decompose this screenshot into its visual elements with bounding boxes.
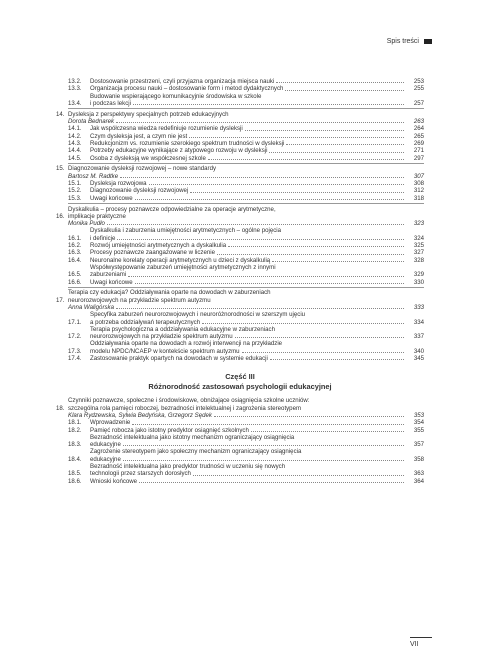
table-of-contents — [56, 78, 424, 485]
dot-leader — [202, 323, 404, 324]
page-ref: 325 — [413, 242, 424, 250]
dot-leader — [242, 352, 404, 353]
toc-entry[interactable] — [56, 85, 424, 92]
entry-title: Zastosowanie praktyk opartych na dowodach w systemie edukacji — [90, 355, 268, 363]
dot-leader — [117, 239, 404, 240]
section-divider — [68, 163, 424, 164]
entry-line — [90, 478, 424, 485]
entry-number: 16.6. — [68, 278, 82, 286]
dot-leader — [132, 424, 404, 425]
toc-author — [56, 220, 424, 227]
dot-leader — [116, 308, 404, 309]
entry-text — [68, 165, 424, 172]
page-ref: 345 — [413, 355, 424, 363]
page-ref: 271 — [413, 147, 424, 155]
dot-leader — [217, 254, 404, 255]
dot-leader — [251, 431, 404, 432]
entry-title: a potrzeba oddziaływań terapeutycznych — [90, 318, 201, 326]
entry-number: 16.1. — [68, 234, 82, 242]
toc-entry[interactable] — [56, 195, 424, 202]
entry-line — [90, 264, 424, 271]
page-ref: 333 — [413, 303, 424, 311]
entry-line — [90, 257, 424, 264]
page-ref: 253 — [413, 78, 424, 85]
entry-number: 15.1. — [68, 180, 82, 188]
entry-text — [90, 195, 424, 202]
entry-title: Diagnozowanie dysleksji rozwojowej — [90, 187, 189, 195]
toc-entry[interactable] — [56, 448, 424, 463]
entry-line — [90, 133, 424, 140]
toc-entry[interactable] — [56, 326, 424, 341]
entry-text — [90, 125, 424, 132]
entry-line — [90, 271, 424, 278]
page-ref: 363 — [413, 470, 424, 478]
toc-entry[interactable] — [56, 478, 424, 485]
entry-title: Czynniki poznawcze, społeczne i środowiskowe, obniżające osiągnięcia szkolne uczniów: — [68, 397, 310, 405]
author-name: Anna Waligórska — [68, 303, 114, 311]
page-ref: 312 — [413, 187, 424, 195]
dot-leader — [245, 130, 404, 131]
entry-number: 14.4. — [68, 147, 82, 155]
entry-title: i definicje — [90, 234, 116, 242]
entry-line — [90, 249, 424, 256]
toc-entry[interactable] — [56, 180, 424, 187]
entry-text — [90, 187, 424, 194]
entry-text — [90, 180, 424, 187]
entry-title: Czym dysleksja jest, a czym nie jest — [90, 132, 188, 140]
entry-text — [90, 93, 424, 108]
entry-text — [68, 397, 424, 412]
page-ref: 340 — [413, 347, 424, 355]
entry-line — [90, 180, 424, 187]
entry-number: 17.3. — [68, 347, 82, 355]
dot-leader — [135, 283, 404, 284]
toc-entry[interactable] — [56, 279, 424, 286]
dot-leader — [193, 475, 404, 476]
entry-number: 16.3. — [68, 249, 82, 257]
entry-line — [90, 147, 424, 154]
entry-text — [68, 111, 424, 118]
entry-title: zaburzeniami — [90, 271, 127, 279]
page-ref: 334 — [413, 318, 424, 326]
entry-number: 14. — [56, 110, 65, 118]
entry-line — [90, 311, 424, 318]
entry-line — [90, 279, 424, 286]
toc-list-part3 — [56, 397, 424, 485]
entry-number: 18.2. — [68, 426, 82, 434]
entry-text — [90, 257, 424, 264]
dot-leader — [285, 90, 404, 91]
toc-entry[interactable] — [56, 434, 424, 449]
entry-line — [90, 441, 424, 448]
entry-number: 18.3. — [68, 441, 82, 449]
entry-title: Organizacja procesu nauki – dostosowanie form i metod dydaktycznych — [90, 85, 284, 93]
entry-number: 13.3. — [68, 85, 82, 93]
toc-author — [56, 118, 424, 125]
entry-title: Diagnozowanie dysleksji rozwojowej – nowe standardy — [68, 165, 217, 173]
entry-number: 14.1. — [68, 125, 82, 133]
entry-text — [90, 78, 424, 85]
entry-title: technologii przez starszych dorosłych — [90, 470, 191, 478]
entry-title: Pamięć robocza jako istotny predyktor osiągnięć szkolnych — [90, 426, 249, 434]
entry-text — [90, 279, 424, 286]
page-ref: 269 — [413, 139, 424, 147]
toc-entry[interactable] — [56, 125, 424, 132]
toc-entry[interactable] — [56, 78, 424, 85]
entry-text — [90, 448, 424, 463]
dot-leader — [190, 192, 404, 193]
entry-text — [90, 340, 424, 355]
entry-title: Uwagi końcowe — [90, 194, 133, 202]
entry-line — [90, 319, 424, 326]
section-divider — [68, 203, 424, 204]
entry-number: 17.4. — [68, 355, 82, 363]
entry-number: 15.3. — [68, 194, 82, 202]
entry-title: szczególna rola pamięci roboczej, bezradności intelektualnej i zagrożenia stereotypem — [68, 404, 302, 412]
toc-entry[interactable] — [56, 419, 424, 426]
dot-leader — [107, 224, 404, 225]
footer-rule — [410, 637, 432, 638]
entry-text — [90, 434, 424, 449]
entry-line — [90, 419, 424, 426]
toc-entry[interactable] — [56, 340, 424, 355]
page-ref: 328 — [413, 256, 424, 264]
entry-text — [90, 311, 424, 326]
entry-text — [90, 133, 424, 140]
author-name: Monika Pudło — [68, 220, 105, 228]
entry-title: Dyskalkulia – procesy poznawcze odpowiedzialne za operacje arytmetyczne, — [68, 205, 276, 213]
dot-leader — [272, 261, 404, 262]
entry-line — [68, 289, 424, 296]
entry-line — [90, 100, 424, 107]
entry-text — [90, 355, 424, 362]
entry-number: 18.4. — [68, 455, 82, 463]
entry-line — [90, 434, 424, 441]
toc-list-part2 — [56, 78, 424, 362]
entry-text — [90, 242, 424, 249]
page-ref: 364 — [413, 477, 424, 485]
part-title: Różnorodność zastosowań psychologii edukacyjnej — [148, 382, 332, 392]
entry-line — [90, 242, 424, 249]
page-ref: 355 — [413, 426, 424, 434]
entry-title: Uwagi końcowe — [90, 278, 133, 286]
entry-title: Oddziaływania oparte na dowodach a rozwój interwencji na przykładzie — [90, 340, 283, 348]
entry-number: 18.6. — [68, 477, 82, 485]
section-divider — [68, 287, 424, 288]
entry-line — [68, 165, 424, 172]
toc-entry[interactable] — [56, 264, 424, 279]
entry-text — [90, 463, 424, 478]
entry-line — [90, 140, 424, 147]
page-ref: 353 — [413, 411, 424, 419]
entry-title: Bezradność intelektualna jako istotny mechanizm ograniczający osiągnięcia — [90, 433, 295, 441]
dot-leader — [133, 104, 404, 105]
page-ref: 354 — [413, 419, 424, 427]
page-ref: 327 — [413, 249, 424, 257]
page-ref: 329 — [413, 271, 424, 279]
page-ref: 257 — [413, 99, 424, 107]
toc-author — [56, 304, 424, 311]
entry-line — [68, 213, 424, 220]
entry-title: Bezradność intelektualna jako predyktor trudności w uczeniu się nowych — [90, 463, 286, 471]
part-label: Część III — [225, 372, 255, 382]
toc-entry[interactable] — [56, 249, 424, 256]
toc-chapter[interactable] — [56, 289, 424, 304]
entry-number: 13.4. — [68, 99, 82, 107]
entry-title: Budowanie wspierającego komunikacyjnie środowiska w szkole — [90, 92, 262, 100]
entry-text — [68, 206, 424, 221]
entry-line — [90, 355, 424, 362]
entry-line — [90, 427, 424, 434]
toc-entry[interactable] — [56, 140, 424, 147]
toc-entry[interactable] — [56, 463, 424, 478]
entry-title: i podczas lekcji — [90, 99, 131, 107]
toc-author — [56, 412, 424, 419]
page-ref: 337 — [413, 333, 424, 341]
entry-text — [90, 227, 424, 242]
entry-title: Współwystępowanie zaburzeń umiejętności arytmetycznych z innymi — [90, 263, 276, 271]
page-ref: 265 — [413, 132, 424, 140]
entry-title: Neuronalne korelaty operacji arytmetycznych u dzieci z dyskalkulią — [90, 256, 271, 264]
toc-entry[interactable] — [56, 242, 424, 249]
toc-entry[interactable] — [56, 227, 424, 242]
entry-text — [90, 478, 424, 485]
entry-title: Dysleksja rozwojowa — [90, 180, 147, 188]
author-name: Dorota Bednarek — [68, 118, 115, 126]
entry-line — [90, 340, 424, 347]
toc-author — [56, 173, 424, 180]
toc-entry[interactable] — [56, 147, 424, 154]
dot-leader — [208, 159, 404, 160]
entry-number: 14.3. — [68, 139, 82, 147]
page-ref: 330 — [413, 278, 424, 286]
entry-line — [68, 405, 424, 412]
entry-line — [68, 206, 424, 213]
entry-title: Dysleksja z perspektywy specjalnych potrzeb edukacyjnych — [68, 110, 229, 118]
toc-entry[interactable] — [56, 187, 424, 194]
entry-title: Jak współczesna wiedza redefiniuje rozumienie dysleksji — [90, 125, 243, 133]
entry-text — [90, 147, 424, 154]
toc-entry[interactable] — [56, 93, 424, 108]
entry-line — [90, 470, 424, 477]
page-ref: 297 — [413, 154, 424, 162]
entry-title: Procesy poznawcze zaangażowane w liczenie — [90, 249, 215, 257]
author-name: Klara Rydzewska, Sylwia Bedyńska, Grzegorz Sędek — [68, 411, 212, 419]
page-ref: 318 — [413, 194, 424, 202]
entry-number: 18.5. — [68, 470, 82, 478]
entry-title: Zagrożenie stereotypem jako społeczny mechanizm ograniczający osiągnięcia — [90, 448, 302, 456]
dot-leader — [116, 122, 404, 123]
entry-text — [90, 155, 424, 162]
entry-number: 16.4. — [68, 256, 82, 264]
entry-line — [90, 85, 424, 92]
entry-line — [90, 456, 424, 463]
entry-line — [90, 93, 424, 100]
header-title: Spis treści — [386, 38, 419, 45]
page-ref: 264 — [413, 125, 424, 133]
entry-line — [68, 297, 424, 304]
entry-number: 18.1. — [68, 419, 82, 427]
dot-leader — [123, 460, 404, 461]
entry-number: 17.1. — [68, 318, 82, 326]
entry-title: Rozwój umiejętności arytmetycznych a dyskalkulia — [90, 242, 227, 250]
dot-leader — [128, 276, 404, 277]
entry-number: 14.2. — [68, 132, 82, 140]
dot-leader — [120, 177, 404, 178]
dot-leader — [135, 199, 404, 200]
dot-leader — [139, 482, 404, 483]
entry-line — [90, 125, 424, 132]
page-ref: 323 — [413, 220, 424, 228]
entry-title: Osoba z dysleksją we współczesnej szkole — [90, 154, 206, 162]
entry-line — [90, 155, 424, 162]
page-ref: 357 — [413, 441, 424, 449]
entry-line — [90, 463, 424, 470]
toc-chapter[interactable] — [56, 206, 424, 221]
entry-title: Terapia czy edukacja? Oddziaływania oparte na dowodach w zaburzeniach — [68, 289, 271, 297]
entry-title: Specyfika zaburzeń neurorozwojowych i neuroróżnorodności w szerszym ujęciu — [90, 311, 306, 319]
dot-leader — [228, 246, 404, 247]
dot-leader — [189, 137, 404, 138]
section-divider — [68, 108, 424, 109]
entry-line — [90, 448, 424, 455]
entry-title: Dostosowanie przestrzeni, czyli przyjazna organizacja miejsca nauki — [90, 78, 275, 85]
entry-number: 14.5. — [68, 154, 82, 162]
entry-line — [90, 326, 424, 333]
toc-entry[interactable] — [56, 311, 424, 326]
entry-title: Dyskalkulia i zaburzenia umiejętności arytmetycznych – ogólne pojęcia — [90, 227, 282, 235]
entry-title: neurorozwojowych na przykładzie spektrum autyzmu — [90, 333, 233, 341]
entry-title: Terapia psychologiczna a oddziaływania edukacyjne w zaburzeniach — [90, 325, 275, 333]
header-square-mark — [424, 39, 432, 44]
entry-number: 16. — [56, 212, 65, 220]
entry-title: Potrzeby edukacyjne wynikające z atypowego rozwoju w dysleksji — [90, 147, 268, 155]
entry-line — [90, 333, 424, 340]
entry-number: 13.2. — [68, 78, 82, 85]
entry-line — [90, 227, 424, 234]
entry-text — [90, 326, 424, 341]
entry-title: edukacyjne — [90, 441, 121, 449]
dot-leader — [149, 184, 404, 185]
toc-chapter[interactable] — [56, 165, 424, 172]
entry-number: 16.2. — [68, 242, 82, 250]
toc-entry[interactable] — [56, 133, 424, 140]
entry-line — [68, 397, 424, 404]
page-ref: 358 — [413, 455, 424, 463]
toc-entry[interactable] — [56, 257, 424, 264]
entry-text — [90, 140, 424, 147]
dot-leader — [123, 445, 404, 446]
entry-number: 18. — [56, 404, 65, 412]
entry-text — [68, 289, 424, 304]
dot-leader — [235, 337, 404, 338]
dot-leader — [286, 144, 404, 145]
entry-number: 16.5. — [68, 271, 82, 279]
entry-text — [90, 249, 424, 256]
entry-title: Wnioski końcowe — [90, 477, 138, 485]
page-footer — [410, 637, 432, 648]
entry-title: Wprowadzenie — [90, 419, 131, 427]
entry-text — [90, 85, 424, 92]
page-ref: 307 — [413, 172, 424, 180]
entry-title: Redukcjonizm vs. rozumienie szerokiego spektrum trudności w dysleksji — [90, 139, 285, 147]
entry-text — [90, 427, 424, 434]
dot-leader — [270, 359, 404, 360]
dot-leader — [276, 82, 404, 83]
entry-line — [90, 187, 424, 194]
entry-line — [90, 195, 424, 202]
entry-number: 15.2. — [68, 187, 82, 195]
toc-entry[interactable] — [56, 355, 424, 362]
entry-line — [90, 235, 424, 242]
entry-line — [90, 78, 424, 85]
toc-chapter[interactable] — [56, 111, 424, 118]
entry-title: edukacyjne — [90, 455, 121, 463]
page-ref: 263 — [413, 118, 424, 126]
entry-number: 17.2. — [68, 333, 82, 341]
toc-entry[interactable] — [56, 155, 424, 162]
toc-entry[interactable] — [56, 427, 424, 434]
dot-leader — [214, 416, 404, 417]
page-ref: 308 — [413, 180, 424, 188]
page-ref: 255 — [413, 85, 424, 93]
entry-number: 17. — [56, 296, 65, 304]
dot-leader — [269, 152, 404, 153]
entry-title: neurorozwojowych na przykładzie spektrum autyzmu — [68, 296, 211, 304]
running-header — [387, 38, 432, 45]
toc-chapter[interactable] — [56, 397, 424, 412]
entry-number: 15. — [56, 165, 65, 173]
author-name: Bartosz M. Radtke — [68, 172, 119, 180]
entry-line — [90, 348, 424, 355]
page-number: VII — [410, 641, 419, 648]
entry-title: implikacje praktyczne — [68, 212, 126, 220]
entry-line — [68, 111, 424, 118]
page-ref: 324 — [413, 234, 424, 242]
entry-text — [90, 419, 424, 426]
entry-text — [90, 264, 424, 279]
entry-title: modelu NPDC/NCAEP w kontekście spektrum autyzmu — [90, 347, 240, 355]
